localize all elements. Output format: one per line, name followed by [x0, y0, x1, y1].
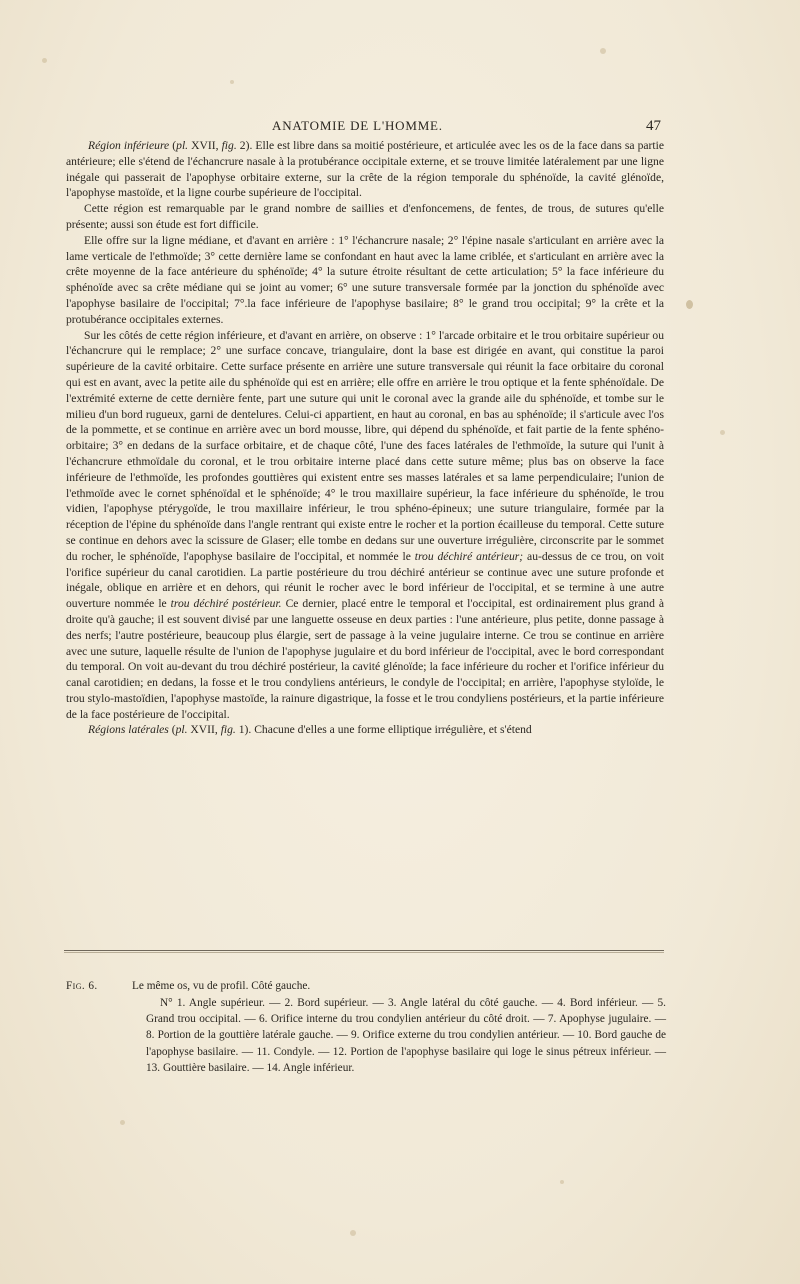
foxing-spot	[560, 1180, 564, 1184]
paragraph-text: Chacune d'elles a une forme elliptique irrégulière, et s'étend	[251, 723, 532, 737]
figure-title: Le même os, vu de profil. Côté gauche.	[132, 980, 311, 992]
plate-ref-open: (	[169, 139, 177, 152]
paragraph-inferior-region	[66, 138, 664, 201]
foxing-spot	[720, 430, 725, 435]
italic-term: trou déchiré postérieur.	[170, 597, 282, 611]
plate-ref-close: 2).	[236, 139, 253, 152]
foxing-spot	[42, 58, 47, 63]
plate-ref-pl: pl.	[175, 723, 188, 737]
separator-rule-thin	[64, 952, 664, 953]
separator-rule	[64, 950, 664, 951]
paragraph-text: Sur les côtés de cette région inférieure, et d'avant en arrière, on observe : 1° l'arcade orbitaire et le trou orbitaire supérieur ou l'échancrure qui le remplace; 2° une surface concave, triangulaire, dont la base est dirigée en avant, qui constitue la paroi supérieure de la cavité orbitaire. Cette surface présente en arrière une suture transversale qui réunit la face orbitaire du coronal qui est en avant, avec la petite aile du sphénoïde qui est en arrière; elle offre en arrière le trou optique et la fente sphénoïdale. De l'extrémité externe de cette dernière fente, part une suture qui unit le coronal avec la grande aile du sphénoïde, et tombe sur le milieu d'un bord rugueux, garni de dentelures. Celui-ci appartient, en haut au coronal, en bas au sphénoïde; il s'articule avec l'os de la pommette, et se continue en arrière avec un bord mousse, libre, qui dépend du sphénoïde, et fait partie de la fente sphéno-orbitaire; 3° en dedans de la surface orbitaire, et de chaque côté, l'une des faces latérales de l'ethmoïde, la suture qui l'unit à l'échancrure ethmoïdale du coronal, et le trou orbitaire interne placé dans cette suture même; plus bas on observe la face inférieure de l'ethmoïde, les profondes gouttières qui existent entre ses masses latérales et sa lame perpendiculaire; l'union de l'ethmoïde avec le cornet sphénoïdal et le sphénoïde; 4° le trou maxillaire supérieur, la face inférieure du sphénoïde, le trou vidien, l'apophyse ptérygoïde, le trou maxillaire inférieur, le trou sphéno-épineux; une suture triangulaire, formée par la réception de l'épine du sphénoïde dans l'angle rentrant qui existe entre le rocher et la portion écailleuse du temporal. Cette suture se continue en dehors avec la scissure de Glaser; elle tombe en dedans sur une ouverture irrégulière, circonscrite par le sommet du rocher, le sphénoïde, l'apophyse basilaire de l'occipital, et nommée le	[66, 328, 664, 563]
paragraph-text: Elle est libre dans sa moitié postérieure, et articulée avec les os de la face dans sa partie antérieure; elle s'étend de l'échancrure nasale à la protubérance occipitale externe, et se trouve limitée latéralement par une ligne inégale qui passerait de l'apophyse orbitaire externe, sur la crête de la région temporale du sphénoïde, la cavité glénoïde, l'apophyse mastoïde, et la ligne courbe supérieure de l'occipital.	[66, 139, 664, 200]
paragraph-text: Ce dernier, placé entre le temporal et l'occipital, est ordinairement plus grand à droite qu'à gauche; il est souvent divisé par une languette osseuse en deux parties : l'une antérieure, plus petite, donne passage à des nerfs; l'autre postérieure, beaucoup plus élargie, sert de passage à la veine jugulaire interne. Ce trou se continue en arrière avec une suture, laquelle résulte de l'union de l'apophyse jugulaire et du bord inférieur de l'occipital, avec le bord correspondant du temporal. On voit au-devant du trou déchiré postérieur, la cavité glénoïde; la face inférieure du rocher et l'orifice inférieur du canal carotidien; en dedans, la fosse et le trou condyliens antérieurs, le condyle de l'occipital; en arrière, l'apophyse styloïde, le trou stylo-mastoïdien, l'apophyse mastoïde, la rainure digastrique, la fosse et le trou condyliens postérieurs, et la partie inférieure de la face postérieure de l'occipital.	[66, 597, 664, 721]
running-head	[0, 118, 800, 136]
page-number: 47	[646, 118, 661, 134]
foxing-spot	[686, 300, 693, 309]
plate-ref-mid: XVII,	[188, 139, 222, 152]
foxing-spot	[120, 1120, 125, 1125]
plate-ref-pl: pl.	[176, 139, 189, 152]
plate-ref-fig: fig.	[220, 723, 236, 737]
paragraph-lateral-regions	[66, 722, 664, 738]
paragraph-median-line: Elle offre sur la ligne médiane, et d'avant en arrière : 1° l'échancrure nasale; 2° l'épine nasale s'articulant en arrière avec la lame verticale de l'ethmoïde; 3° cette dernière lame se confondant en haut avec la lame criblée, et s'articulant en arrière avec la crête moyenne de la face antérieure du sphénoïde; 4° la suture étroite résultant de cette articulation; 5° la face inférieure du sphénoïde avec sa crête médiane qui se joint au vomer; 6° une suture transversale formée par la jonction du sphénoïde avec l'apophyse basilaire de l'occipital; 7°.la face inférieure de l'apophyse basilaire; 8° le grand trou occipital; 9° la crête et la protubérance occipitales externes.	[66, 233, 664, 326]
foxing-spot	[600, 48, 606, 54]
figure-legend: N° 1. Angle supérieur. — 2. Bord supérieur. — 3. Angle latéral du côté gauche. — 4. Bord inférieur. — 5. Grand trou occipital. — 6. Orifice interne du trou condylien antérieur du côté droit. — 7. Apophyse jugulaire. — 8. Portion de la gouttière latérale gauche. — 9. Orifice externe du trou condylien antérieur. — 10. Bord gauche de l'apophyse basilaire. — 11. Condyle. — 12. Portion de l'apophyse basilaire qui loge le sinus pétreux inférieur. — 13. Gouttière basilaire. — 14. Angle inférieur.	[146, 997, 666, 1074]
figure-label: Fig. 6.	[66, 980, 98, 992]
plate-ref-fig: fig.	[221, 139, 237, 152]
foxing-spot	[350, 1230, 356, 1236]
running-title: ANATOMIE DE L'HOMME.	[272, 118, 443, 133]
plate-ref-mid: XVII,	[187, 723, 221, 737]
foxing-spot	[230, 80, 234, 84]
paragraph-sides	[66, 328, 664, 723]
paragraph-remarkable: Cette région est remarquable par le grand nombre de saillies et d'enfoncemens, de fentes, de trous, de sutures qu'elle présente; aussi son étude est fort difficile.	[66, 202, 664, 231]
section-label: Région inférieure	[88, 139, 170, 152]
plate-ref-open: (	[168, 723, 176, 737]
body-text	[66, 138, 664, 738]
paragraph-text: au-dessus de ce trou, on voit l'orifice supérieur du canal carotidien. La partie postérieure du trou déchiré antérieur se continue avec une suture profonde et inégale, oblique en arrière et en dehors, qui réunit le rocher avec le bord inférieur de l'occipital, et se termine à une autre ouverture nommée le	[66, 549, 664, 611]
plate-ref-close: 1).	[235, 723, 252, 737]
section-label: Régions latérales	[88, 723, 169, 737]
italic-term: trou déchiré antérieur;	[414, 549, 524, 563]
